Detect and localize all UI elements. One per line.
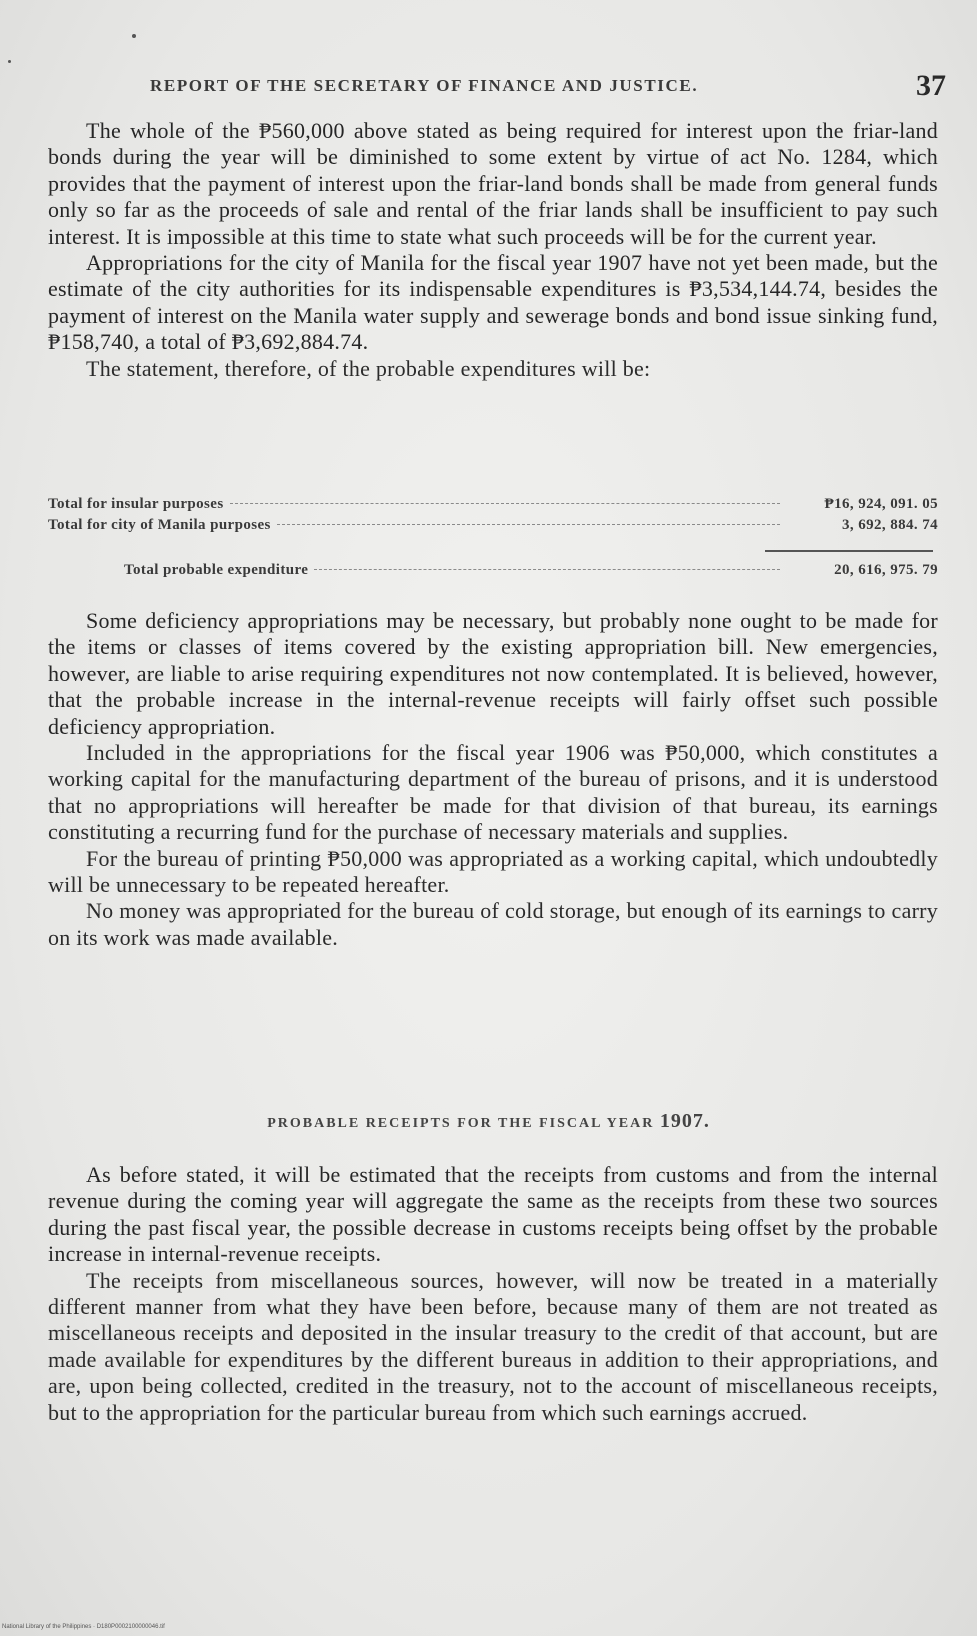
paragraph: The receipts from miscellaneous sources, however, will now be treated in a materially different manner from what they have been before, because many of them are not treated as miscellaneous receipts and deposited in the insular treasury to the credit of that account, but are made available for expenditures by the different bureaus in addition to their appropriations, and are, upon being collected, credited in the treasury, not to the account of miscellaneous receipts, but to the appropriation for the particular bureau from which such earnings accrued.	[48, 1267, 938, 1425]
dot-leader	[230, 503, 780, 504]
paragraph: Appropriations for the city of Manila for the fiscal year 1907 have not yet been made, but the estimate of the city authorities for its indispensable expenditures is ₱3,534,144.74, besides the payment of interest on the Manila water supply and sewerage bonds and bond issue sinking fund, ₱158,740, a total of ₱3,692,884.74.	[48, 250, 938, 355]
section-heading	[0, 1110, 977, 1133]
section-heading-year: 1907.	[659, 1110, 710, 1132]
paper-speck	[132, 34, 136, 38]
paragraph: The whole of the ₱560,000 above stated as being required for interest upon the friar-land bonds during the year will be diminished to some extent by virtue of act No. 1284, which provides that the payment of interest upon the friar-land bonds shall be made from general funds only so far as the proceeds of sale and rental of the friar lands shall be insufficient to pay such interest. It is impossible at this time to state what such proceeds will be for the current year.	[48, 118, 938, 249]
statement-total-value: 20, 616, 975. 79	[834, 562, 938, 578]
paragraph: For the bureau of printing ₱50,000 was appropriated as a working capital, which undoubtedly will be unnecessary to be repeated hereafter.	[48, 845, 938, 898]
body-text-bottom	[48, 1162, 938, 1426]
paragraph: No money was appropriated for the bureau of cold storage, but enough of its earnings to carry on its work was made available.	[48, 898, 938, 950]
paragraph: As before stated, it will be estimated that the receipts from customs and from the internal revenue during the coming year will aggregate the same as the receipts from these two sources during the past fiscal year, the possible decrease in customs receipts being offset by the probable increase in internal-revenue receipts.	[48, 1162, 938, 1267]
paper-speck	[8, 60, 11, 63]
statement-total-label: Total probable expenditure	[124, 562, 309, 578]
statement-label: Total for insular purposes	[48, 496, 224, 512]
statement-row	[48, 517, 938, 538]
paragraph: The statement, therefore, of the probable expenditures will be:	[86, 355, 651, 381]
page-number: 37	[916, 69, 946, 102]
dot-leader	[314, 569, 780, 570]
section-heading-text: PROBABLE RECEIPTS FOR THE FISCAL YEAR	[267, 1116, 655, 1131]
body-text-top	[48, 118, 938, 382]
statement-value: ₱16, 924, 091. 05	[824, 496, 938, 512]
statement-value: 3, 692, 884. 74	[842, 517, 938, 533]
total-rule	[765, 550, 933, 552]
paragraph: Included in the appropriations for the fiscal year 1906 was ₱50,000, which constitutes a working capital for the manufacturing department of the bureau of prisons, and it is understood that no appropriations will hereafter be made for that division of that bureau, its earnings constituting a recurring fund for the purchase of necessary materials and supplies.	[48, 740, 938, 845]
expenditure-total	[48, 562, 938, 583]
dot-leader	[277, 524, 780, 525]
statement-row	[48, 496, 938, 517]
scan-footer: National Library of the Philippines · D180P0002100000046.tif	[2, 1624, 165, 1630]
running-header	[150, 62, 946, 110]
running-header-title: REPORT OF THE SECRETARY OF FINANCE AND JUSTICE.	[150, 76, 699, 95]
body-text-middle	[48, 608, 938, 951]
statement-total-row	[124, 562, 938, 583]
paragraph: Some deficiency appropriations may be necessary, but probably none ought to be made for the items or classes of items covered by the existing appropriation bill. New emergencies, however, are liable to arise requiring expenditures not now contemplated. It is believed, however, that the probable increase in the internal-revenue receipts will fairly offset such possible deficiency appropriation.	[48, 608, 938, 739]
expenditure-statement	[48, 496, 938, 538]
statement-label: Total for city of Manila purposes	[48, 517, 271, 533]
